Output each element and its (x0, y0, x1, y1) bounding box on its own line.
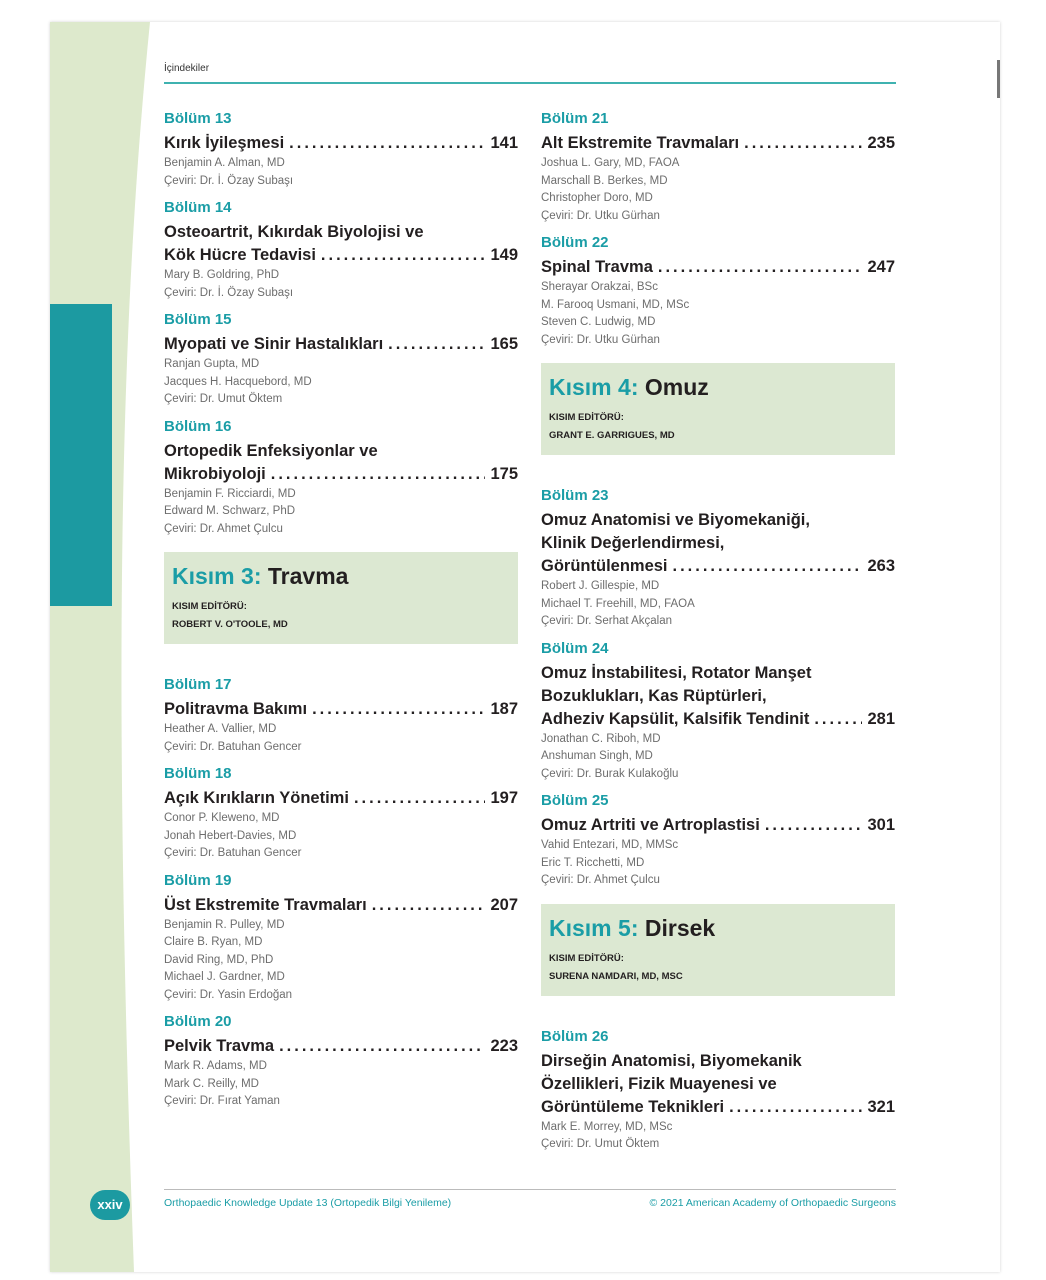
dot-leader (321, 244, 486, 267)
chapter-number: Bölüm 21 (541, 110, 609, 127)
page-number: 197 (490, 789, 518, 807)
chapter-number: Bölüm 26 (541, 1027, 609, 1045)
chapter-title-line (164, 463, 518, 486)
chapter-title-line (164, 333, 518, 356)
author-line: Ranjan Gupta, MD (164, 358, 260, 370)
chapter-title-text: Görüntüleme Teknikleri (541, 1097, 725, 1116)
section-number: Kısım 5: (549, 914, 639, 941)
chapter-title-line (541, 814, 895, 837)
running-header: İçindekiler (164, 63, 210, 74)
toc-entry (541, 110, 895, 225)
author-line: Jacques H. Hacquebord, MD (164, 375, 312, 388)
dot-leader (279, 1035, 485, 1058)
chapter-title-text: Mikrobiyoloji (164, 464, 266, 483)
author-line: Çeviri: Dr. Batuhan Gencer (164, 740, 302, 753)
chapter-number: Bölüm 16 (164, 417, 232, 435)
chapter-title-text: Bozuklukları, Kas Rüptürleri, (541, 686, 767, 705)
author-line: Jonathan C. Riboh, MD (541, 732, 661, 745)
page-number: 247 (867, 258, 895, 276)
chapter-title-text: Adheziv Kapsülit, Kalsifik Tendinit (541, 709, 810, 728)
chapter-title-line (541, 662, 895, 685)
toc-entry (164, 872, 518, 1005)
chapter-title-text: Açık Kırıkların Yönetimi (164, 789, 349, 807)
dot-leader (388, 333, 485, 356)
chapter-title-line (164, 787, 518, 810)
page-number: 207 (490, 895, 518, 914)
chapter-number: Bölüm 18 (164, 765, 232, 782)
page-number: 149 (490, 246, 518, 264)
chapter-number: Bölüm 19 (164, 871, 232, 889)
chapter-title-line (541, 132, 895, 155)
chapter-title-text: Üst Ekstremite Travmaları (164, 895, 367, 914)
author-line: Çeviri: Dr. Utku Gürhan (541, 333, 660, 346)
section-number: Kısım 3: (172, 563, 262, 589)
chapter-title-text: Kök Hücre Tedavisi (164, 246, 316, 264)
author-line: Claire B. Ryan, MD (164, 936, 263, 948)
toc-entry (164, 311, 518, 409)
toc-entry (164, 199, 518, 302)
page-number: 141 (490, 134, 518, 152)
chapter-number: Bölüm 17 (164, 676, 232, 693)
chapter-title-line (164, 244, 518, 267)
author-line: Christopher Doro, MD (541, 192, 653, 204)
author-line: Michael J. Gardner, MD (164, 971, 285, 983)
right-column (541, 110, 895, 1163)
section-name: Omuz (644, 374, 709, 400)
toc-entry (541, 234, 895, 349)
section-editor-name: SURENA NAMDARI, MD, MSC (549, 970, 683, 982)
author-line: Conor P. Kleweno, MD (164, 812, 280, 824)
footer-book-title: Orthopaedic Knowledge Update 13 (Ortopedik Bilgi Yenileme) (164, 1197, 452, 1209)
section-box-kisim-4 (541, 363, 895, 455)
dot-leader (658, 256, 863, 279)
author-line: Mary B. Goldring, PhD (164, 269, 280, 281)
chapter-title-line (541, 708, 895, 731)
author-line: Robert J. Gillespie, MD (541, 580, 660, 592)
author-line: Mark C. Reilly, MD (164, 1077, 259, 1090)
page-number: 321 (867, 1097, 895, 1116)
dot-leader (354, 787, 486, 810)
chapter-title-line (541, 1073, 895, 1096)
section-editor-label: KISIM EDİTÖRÜ: (549, 952, 624, 964)
section-title (549, 373, 887, 401)
chapter-title-line (164, 132, 518, 155)
author-line: Mark E. Morrey, MD, MSc (541, 1120, 673, 1133)
left-column (164, 110, 518, 1120)
dot-leader (765, 814, 863, 837)
page-number: 235 (867, 134, 895, 152)
section-name: Travma (267, 563, 349, 589)
toc-entry (541, 640, 895, 784)
chapter-title-text: Spinal Travma (541, 258, 653, 276)
chapter-title-line (541, 532, 895, 555)
chapter-title-line (541, 685, 895, 708)
chapter-title-text: Myopati ve Sinir Hastalıkları (164, 335, 384, 353)
toc-entry (164, 110, 518, 190)
section-editor-label: KISIM EDİTÖRÜ: (549, 412, 624, 423)
chapter-number: Bölüm 24 (541, 639, 609, 657)
chapter-title-text: Kırık İyileşmesi (164, 134, 285, 152)
chapter-title-text: Ortopedik Enfeksiyonlar ve (164, 441, 378, 460)
chapter-title-line (164, 440, 518, 463)
right-chapters-after (541, 1028, 895, 1154)
toc-entry (164, 676, 518, 756)
chapter-title-text: Pelvik Travma (164, 1037, 275, 1055)
chapter-title-text: Osteoartrit, Kıkırdak Biyolojisi ve (164, 223, 424, 241)
section-number: Kısım 4: (549, 374, 639, 400)
author-line: M. Farooq Usmani, MD, MSc (541, 298, 690, 311)
author-line: Benjamin F. Ricciardi, MD (164, 487, 296, 500)
author-line: Michael T. Freehill, MD, FAOA (541, 597, 695, 610)
chapter-title-line (541, 1096, 895, 1119)
chapter-number: Bölüm 22 (541, 234, 609, 251)
toc-entry (164, 765, 518, 863)
chapter-title-text: Klinik Değerlendirmesi, (541, 534, 725, 552)
chapter-title-line (164, 698, 518, 721)
page-number: 223 (490, 1037, 518, 1055)
dot-leader (729, 1096, 862, 1119)
page-number: 281 (867, 709, 895, 728)
author-line: Çeviri: Dr. Serhat Akçalan (541, 615, 673, 627)
author-line: Eric T. Ricchetti, MD (541, 856, 645, 869)
section-box-kisim-3 (164, 552, 518, 644)
chapter-title-text: Alt Ekstremite Travmaları (541, 134, 740, 152)
page-number: 187 (490, 700, 518, 718)
author-line: Çeviri: Dr. Burak Kulakoğlu (541, 767, 679, 780)
header-rule (164, 82, 896, 84)
author-line: Çeviri: Dr. Umut Öktem (164, 393, 283, 405)
author-line: Anshuman Singh, MD (541, 750, 653, 762)
section-editor-name: ROBERT V. O'TOOLE, MD (172, 619, 288, 630)
page-number: 165 (490, 335, 518, 353)
author-line: Çeviri: Dr. İ. Özay Subaşı (164, 174, 294, 187)
chapter-title-text: Dirseğin Anatomisi, Biyomekanik (541, 1051, 802, 1070)
section-title (549, 914, 887, 942)
chapter-title-line (164, 221, 518, 244)
chapter-title-line (164, 894, 518, 917)
author-line: Mark R. Adams, MD (164, 1060, 267, 1072)
toc-entry (541, 487, 895, 631)
author-line: David Ring, MD, PhD (164, 953, 274, 966)
author-line: Çeviri: Dr. Ahmet Çulcu (541, 874, 660, 886)
section-tab-marker (50, 304, 112, 606)
chapter-number: Bölüm 20 (164, 1013, 232, 1030)
footer-rule (164, 1189, 896, 1190)
toc-entry (164, 418, 518, 539)
author-line: Heather A. Vallier, MD (164, 723, 277, 735)
toc-entry (541, 1028, 895, 1154)
author-line: Benjamin A. Alman, MD (164, 157, 285, 169)
chapter-title-line (541, 555, 895, 578)
section-name: Dirsek (644, 914, 716, 941)
author-line: Edward M. Schwarz, PhD (164, 505, 296, 517)
dot-leader (673, 555, 863, 578)
author-line: Çeviri: Dr. Batuhan Gencer (164, 847, 302, 859)
chapter-title-line (541, 1050, 895, 1073)
author-line: Çeviri: Dr. Fırat Yaman (164, 1095, 280, 1107)
section-title (172, 562, 510, 590)
section-box-kisim-5 (541, 904, 895, 996)
chapter-title-line (541, 256, 895, 279)
chapter-title-text: Omuz Artriti ve Artroplastisi (541, 816, 760, 834)
chapter-number: Bölüm 25 (541, 792, 609, 809)
chapter-number: Bölüm 13 (164, 110, 232, 127)
page-number: 175 (490, 464, 518, 483)
chapter-title-line (541, 509, 895, 532)
author-line: Joshua L. Gary, MD, FAOA (541, 157, 680, 169)
dot-leader (312, 698, 485, 721)
left-chapters (164, 110, 518, 538)
chapter-title-text: Görüntülenmesi (541, 557, 668, 575)
page-number: 263 (867, 557, 895, 575)
author-line: Jonah Hebert-Davies, MD (164, 829, 297, 842)
author-line: Çeviri: Dr. Yasin Erdoğan (164, 988, 293, 1001)
dot-leader (271, 463, 486, 486)
toc-entry (541, 792, 895, 890)
author-line: Çeviri: Dr. Umut Öktem (541, 1138, 660, 1150)
author-line: Çeviri: Dr. Utku Gürhan (541, 209, 660, 222)
page-number-badge: xxiv (90, 1190, 130, 1220)
chapter-title-text: Omuz Anatomisi ve Biyomekaniği, (541, 511, 810, 529)
author-line: Marschall B. Berkes, MD (541, 174, 668, 187)
toc-entry (164, 1013, 518, 1111)
page-number: 301 (867, 816, 895, 834)
chapter-number: Bölüm 14 (164, 199, 232, 216)
section-editor-label: KISIM EDİTÖRÜ: (172, 601, 247, 612)
footer-copyright: © 2021 American Academy of Orthopaedic Surgeons (649, 1197, 896, 1209)
chapter-title-text: Omuz İnstabilitesi, Rotator Manşet (541, 663, 812, 682)
right-chapters-mid (541, 487, 895, 890)
section-editor-name: GRANT E. GARRIGUES, MD (549, 430, 675, 441)
dot-leader (814, 708, 862, 731)
dot-leader (744, 132, 862, 155)
dot-leader (372, 894, 486, 917)
scrollbar-thumb[interactable] (997, 60, 1000, 98)
document-page (50, 22, 1000, 1272)
side-band-curve (50, 22, 160, 1272)
chapter-title-line (164, 1035, 518, 1058)
author-line: Benjamin R. Pulley, MD (164, 918, 285, 931)
chapter-title-text: Özellikleri, Fizik Muayenesi ve (541, 1074, 777, 1093)
chapter-title-text: Politravma Bakımı (164, 700, 308, 718)
dot-leader (289, 132, 485, 155)
author-line: Çeviri: Dr. İ. Özay Subaşı (164, 286, 294, 299)
author-line: Steven C. Ludwig, MD (541, 316, 656, 328)
chapter-number: Bölüm 23 (541, 487, 609, 504)
author-line: Çeviri: Dr. Ahmet Çulcu (164, 522, 283, 535)
right-chapters (541, 110, 895, 349)
author-line: Vahid Entezari, MD, MMSc (541, 839, 679, 851)
author-line: Sherayar Orakzai, BSc (541, 281, 658, 293)
left-chapters-after (164, 676, 518, 1111)
chapter-number: Bölüm 15 (164, 311, 232, 328)
